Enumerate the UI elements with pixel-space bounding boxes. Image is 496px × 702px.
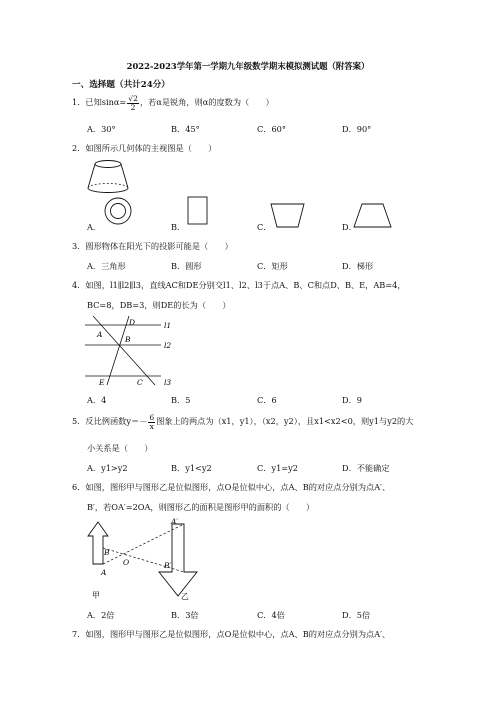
question-1-stem — [72, 95, 274, 111]
option-a-ring-icon — [103, 196, 133, 226]
q1-option-b[interactable]: B．45° — [171, 124, 200, 134]
q5-option-a[interactable]: A．y1>y2 — [87, 463, 128, 473]
point-d-label: D — [129, 318, 136, 327]
figure-jia-label: 甲 — [92, 591, 100, 600]
option-d-trapezoid-icon — [353, 203, 393, 229]
q1-option-d[interactable]: D．90° — [342, 124, 372, 134]
point-e-label: E — [99, 378, 105, 387]
q5-post: 图象上的两点为（x1，y1），（x2，y2），且x1<x2<0，则y1与y2的大 — [156, 416, 414, 427]
q1-pre: 1．已知sinα= — [72, 97, 127, 108]
q3-option-b[interactable]: B．圆形 — [171, 261, 202, 271]
q5-option-b[interactable]: B．y1<y2 — [171, 463, 212, 473]
q3-option-c[interactable]: C．矩形 — [257, 261, 288, 271]
q6-option-c[interactable]: C．4倍 — [257, 610, 285, 620]
q2-option-d[interactable]: D． — [342, 222, 357, 232]
point-c-label: C — [137, 378, 143, 387]
l3-label: l3 — [164, 378, 172, 387]
q5-den: x — [149, 421, 154, 431]
point-a-label: A — [97, 330, 103, 339]
truncated-cone-figure — [86, 158, 130, 198]
question-5-line1 — [72, 414, 413, 430]
point-a-label: A — [101, 568, 107, 577]
option-c-trapezoid-icon — [270, 203, 306, 229]
q6-option-d[interactable]: D．5倍 — [342, 610, 371, 620]
q1-fraction — [127, 95, 139, 111]
q5-option-d[interactable]: D．不能确定 — [342, 463, 390, 473]
q5-pre: 5．反比例函数y＝－ — [72, 416, 148, 427]
question-4-line1: 4．如图，l1∥l2∥l3，直线AC和DE分别交l1、l2、l3于点A、B、C和点D、B、E，AB=4， — [72, 280, 406, 290]
question-7-line1: 7．如图，图形甲与图形乙是位似图形，点O是位似中心，点A、B的对应点分别为点A′、 — [72, 629, 391, 639]
point-a-prime-label: A′ — [171, 517, 179, 526]
q6-option-b[interactable]: B．3倍 — [171, 610, 199, 620]
section-heading: 一、选择题（共计24分） — [72, 80, 170, 90]
q5-fraction — [148, 414, 155, 430]
parallel-lines-figure — [85, 318, 175, 390]
question-5-line2: 小关系是（ ） — [87, 443, 153, 453]
q5-num: 6 — [149, 413, 155, 422]
q3-option-d[interactable]: D．梯形 — [342, 261, 374, 271]
q4-option-a[interactable]: A．4 — [87, 395, 107, 405]
q2-option-b[interactable]: B． — [171, 222, 186, 232]
point-b-prime-label: B′ — [164, 561, 172, 570]
q1-den: 2 — [130, 102, 136, 112]
l1-label: l1 — [164, 321, 172, 330]
option-b-rectangle-icon — [187, 196, 209, 226]
point-b-label: B — [125, 335, 131, 344]
q2-option-a[interactable]: A． — [87, 222, 102, 232]
q4-option-d[interactable]: D．9 — [342, 395, 362, 405]
q1-option-c[interactable]: C．60° — [257, 124, 286, 134]
page-title: 2022-2023学年第一学期九年级数学期末模拟测试题（附答案） — [126, 61, 370, 71]
q1-num: √2 — [128, 94, 138, 103]
q1-post: ，若α是锐角，则α的度数为（ ） — [139, 97, 274, 108]
q4-option-b[interactable]: B．5 — [171, 395, 191, 405]
point-b-label: B — [104, 548, 110, 557]
question-4-line2: BC=8，DB=3，则DE的长为（ ） — [87, 300, 231, 310]
q6-option-a[interactable]: A．2倍 — [87, 610, 115, 620]
question-6-line1: 6．如图，图形甲与图形乙是位似图形，点O是位似中心，点A、B的对应点分别为点A′、 — [72, 482, 391, 492]
question-2-stem: 2．如图所示几何体的主视图是（ ） — [72, 143, 217, 153]
figure-yi-label: 乙 — [181, 592, 189, 601]
point-o-label: O — [123, 558, 130, 567]
question-6-line2: B′，若OA′=2OA，则图形乙的面积是图形甲的面积的（ ） — [87, 502, 315, 512]
question-3-stem: 3．圆形物体在阳光下的投影可能是（ ） — [72, 241, 233, 251]
q3-option-a[interactable]: A．三角形 — [87, 261, 126, 271]
q2-option-c[interactable]: C． — [257, 222, 272, 232]
similar-figures-diagram — [85, 518, 215, 606]
l2-label: l2 — [164, 341, 172, 350]
q4-option-c[interactable]: C．6 — [257, 395, 277, 405]
q1-option-a[interactable]: A．30° — [87, 124, 116, 134]
q5-option-c[interactable]: C．y1=y2 — [257, 463, 298, 473]
